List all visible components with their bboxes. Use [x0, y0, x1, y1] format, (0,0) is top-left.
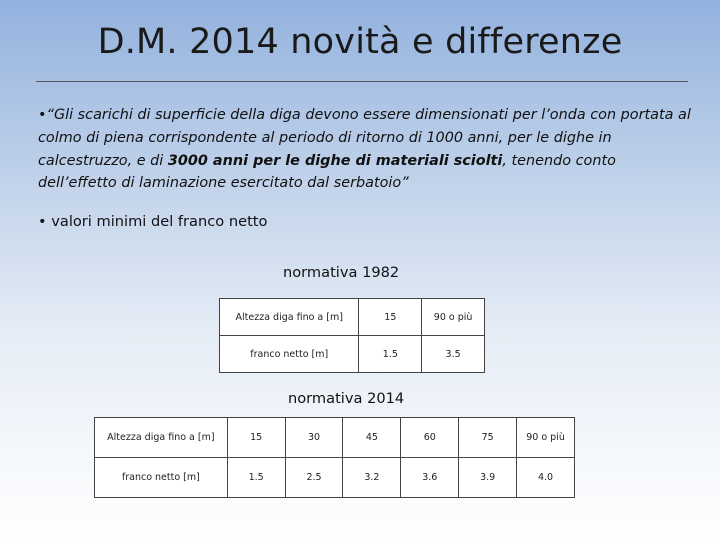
- table-cell: 45: [343, 418, 401, 458]
- table-row: [220, 336, 485, 373]
- table-cell: 3.2: [343, 458, 401, 498]
- table-cell: 15: [359, 299, 422, 336]
- table-cell: Altezza diga fino a [m]: [95, 418, 228, 458]
- table-cell: 3.5: [422, 336, 485, 373]
- table-cell: 30: [285, 418, 343, 458]
- table-cell: franco netto [m]: [220, 336, 359, 373]
- quote-bold-text: 3000 anni per le dighe di materiali sciolti: [167, 152, 503, 169]
- table2-caption: normativa 2014: [288, 390, 405, 407]
- table-cell: 3.9: [459, 458, 517, 498]
- quote-text-part1: •“Gli scarichi di superficie della diga devono essere dimensionati per l’onda con portata al colmo di piena corrispondente al periodo di ritorno di 1000 anni, per le dighe in calcestruzzo, e di: [38, 107, 691, 169]
- table-cell: Altezza diga fino a [m]: [220, 299, 359, 336]
- table-cell: 2.5: [285, 458, 343, 498]
- slide-title: D.M. 2014 novità e differenze: [97, 22, 623, 62]
- table1-caption: normativa 1982: [283, 264, 400, 281]
- table-normativa-1982: [219, 298, 485, 373]
- table-normativa-2014: [94, 417, 575, 498]
- table-cell: franco netto [m]: [95, 458, 228, 498]
- table-cell: 75: [459, 418, 517, 458]
- table-cell: 60: [401, 418, 459, 458]
- table-cell: 4.0: [517, 458, 575, 498]
- table-row: [95, 458, 575, 498]
- quote-paragraph: [38, 104, 698, 195]
- title-divider: [36, 81, 688, 82]
- table-row: [95, 418, 575, 458]
- table-row: [220, 299, 485, 336]
- table-cell: 90 o più: [422, 299, 485, 336]
- table-cell: 1.5: [359, 336, 422, 373]
- table-cell: 3.6: [401, 458, 459, 498]
- quote-text-part2: , tenendo conto dell’effetto di laminazione esercitato dal serbatoio”: [38, 152, 616, 192]
- table-cell: 90 o più: [517, 418, 575, 458]
- bullet-franco-netto: • valori minimi del franco netto: [38, 213, 268, 230]
- table-cell: 15: [227, 418, 285, 458]
- table-cell: 1.5: [227, 458, 285, 498]
